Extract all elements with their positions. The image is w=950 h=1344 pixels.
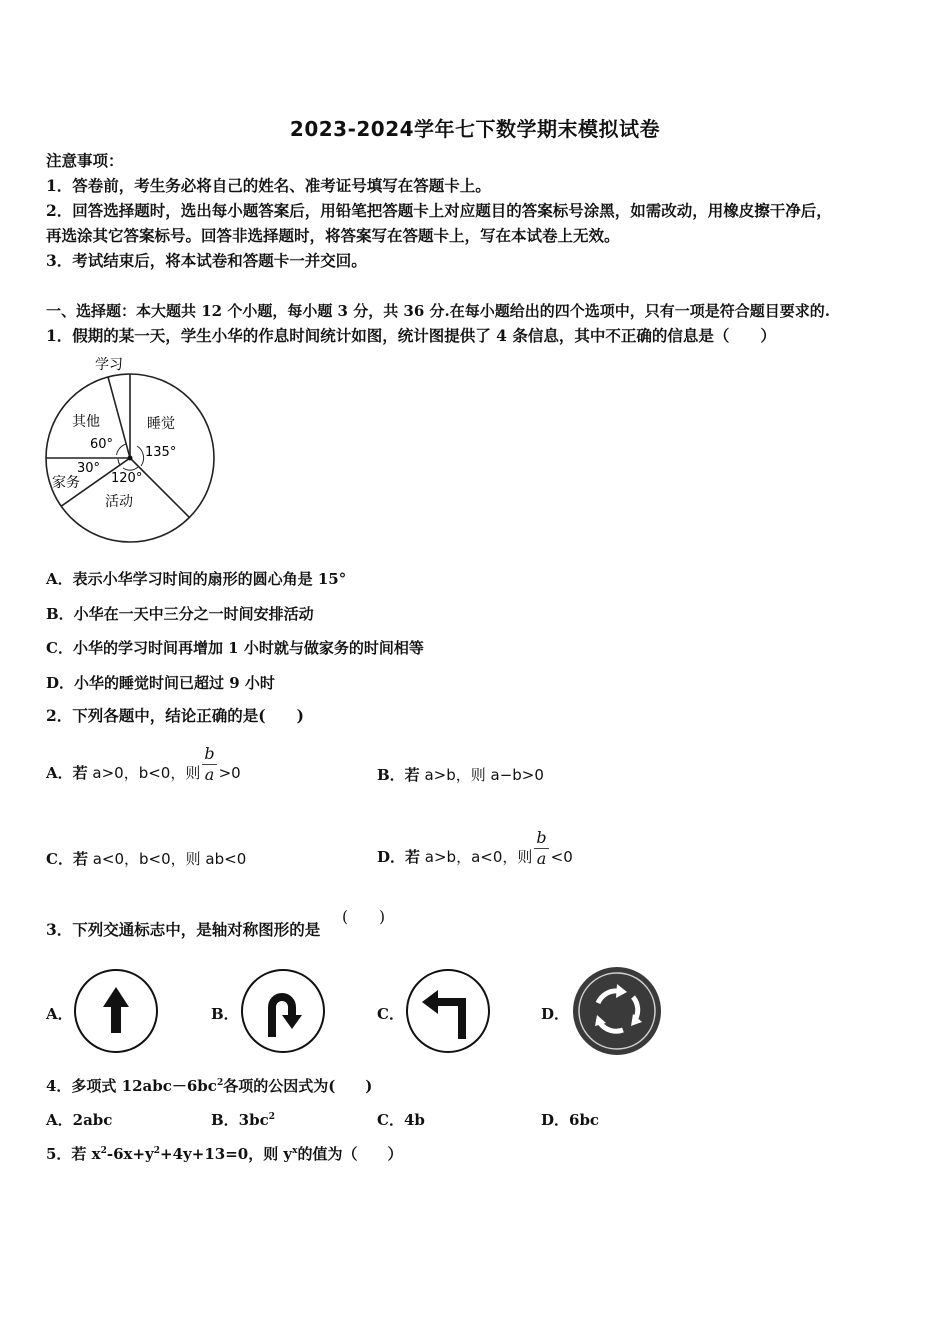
notice-item-1: 1．答卷前，考生务必将自己的姓名、准考证号填写在答题卡上。 [46,176,491,195]
q2-d-text: a>b，a<0，则 [420,848,533,866]
pie-label-house: 家务 [52,475,80,491]
q4-option-c: C．4b [377,1111,425,1129]
q2-b-text: a>b，则 a−b>0 [419,766,544,784]
q2-option-a [46,740,241,786]
q3-paren: ( ) [342,908,386,926]
q5-stem [46,1143,403,1164]
notice-item-3: 3．考试结束后，将本试卷和答题卡一并交回。 [46,251,367,270]
sign-c-left-turn [404,967,492,1055]
q2-option-d [377,824,573,870]
q4-stem-post: 各项的公因式为( ) [223,1077,373,1095]
sign-b-u-turn [239,967,327,1055]
q2-a-label: A．若 [46,764,88,782]
q1-stem: 1．假期的某一天，学生小华的作息时间统计如图，统计图提供了 4 条信息，其中不正确的信息是（ ） [46,326,776,345]
q2-c-label: C．若 [46,850,88,868]
q1-option-b: B．小华在一天中三分之一时间安排活动 [46,605,314,623]
q4-option-b [211,1109,275,1130]
pie-angle-sleep: 135° [145,445,177,460]
q1-pie-chart [40,350,225,545]
q5-part-2: -6x+y [106,1145,154,1163]
q2-d-label: D．若 [377,848,421,866]
q5-part-4: 的值为（ ） [297,1145,403,1163]
pie-label-other: 其他 [72,414,100,430]
q3-label-d: D． [541,1005,570,1023]
q2-a-numerator: b [204,744,215,763]
q2-option-b [377,764,544,785]
q3-stem: 3．下列交通标志中，是轴对称图形的是 [46,920,321,939]
q4-stem [46,1075,372,1096]
q3-label-b: B． [211,1005,239,1023]
q5-sup-1: 2 [100,1146,107,1156]
q3-label-c: C． [377,1005,404,1023]
q5-sup-3: x [292,1146,298,1156]
sign-b-ring [242,970,324,1052]
q5-sup-2: 2 [153,1146,161,1156]
pie-label-sleep: 睡觉 [147,416,175,432]
q1-option-a: A．表示小华学习时间的扇形的圆心角是 15° [46,570,347,588]
q4-option-a: A．2abc [46,1111,113,1129]
pie-angle-other: 60° [90,437,114,452]
q3-label-a: A． [46,1005,73,1023]
sign-a-arrow-shaft [111,1003,121,1033]
pie-center-dot [128,456,133,461]
section-heading: 一、选择题：本大题共 12 个小题，每小题 3 分，共 36 分.在每小题给出的四个选项中，只有一项是符合题目要求的. [46,302,830,320]
q4-option-d: D．6bc [541,1111,600,1129]
q4-stem-sup: 2 [216,1078,224,1088]
q2-d-tail: <0 [550,848,573,866]
q4-b-sup: 2 [268,1112,276,1122]
q1-option-d: D．小华的睡觉时间已超过 9 小时 [46,674,275,692]
notice-heading: 注意事项： [46,151,124,170]
q2-option-c [46,848,246,869]
q2-d-denominator: a [536,849,547,868]
q2-d-numerator: b [536,828,547,847]
q2-stem: 2．下列各题中，结论正确的是( ) [46,706,304,725]
q4-stem-pre: 4．多项式 12abc－6bc [46,1077,217,1095]
q2-d-fraction [534,828,548,869]
q5-part-1: 5．若 x [46,1145,101,1163]
q2-a-tail: >0 [218,764,241,782]
sign-c-ring [407,970,489,1052]
pie-label-study: 学习 [95,357,123,373]
q4-b-text: B．3bc [211,1111,269,1129]
q1-option-c: C．小华的学习时间再增加 1 小时就与做家务的时间相等 [46,639,424,657]
sign-d-roundabout [571,965,663,1057]
pie-angle-activity: 120° [111,471,143,486]
q2-b-label: B．若 [377,766,420,784]
sign-a-straight-arrow [72,967,160,1055]
notice-item-2-cont: 再选涂其它答案标号。回答非选择题时，将答案写在答题卡上，写在本试卷上无效。 [46,226,620,245]
page-title: 2023-2024学年七下数学期末模拟试卷 [289,117,661,141]
sign-d-outer [573,967,661,1055]
pie-label-activity: 活动 [105,494,133,510]
q2-a-text: a>0，b<0，则 [87,764,201,782]
q2-a-denominator: a [204,765,215,784]
pie-angle-house: 30° [77,461,101,476]
notice-item-2: 2．回答选择题时，选出每小题答案后，用铅笔把答题卡上对应题目的答案标号涂黑，如需改动，用橡皮擦干净后， [46,201,832,220]
q2-c-text: a<0，b<0，则 ab<0 [87,850,247,868]
q5-part-3: +4y+13=0，则 y [160,1145,293,1163]
q2-a-fraction [202,744,216,785]
